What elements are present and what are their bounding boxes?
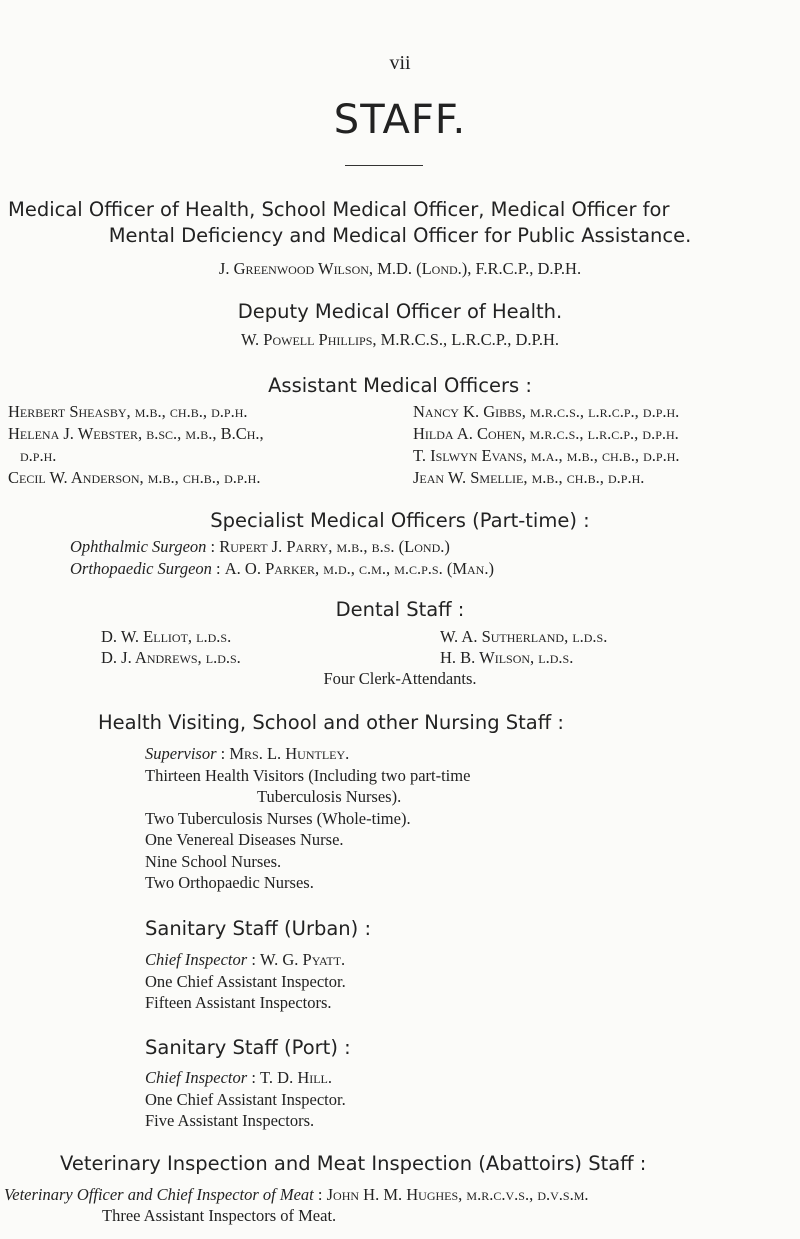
nursing-line-2: Tuberculosis Nurses). — [257, 787, 402, 806]
nursing-line-1: Thirteen Health Visitors (Including two part-time — [145, 766, 471, 785]
sanitary-urban-chief: Chief Inspector : W. G. Pyatt. — [145, 950, 346, 969]
nursing-line-6: Two Orthopaedic Nurses. — [145, 873, 314, 892]
deputy-name: W. Powell Phillips, M.R.C.S., L.R.C.P., D.P.H. — [240, 330, 560, 349]
dental-footer: Four Clerk-Attendants. — [323, 669, 477, 688]
assistant-right-1: Nancy K. Gibbs, m.r.c.s., l.r.c.p., d.p.h. — [413, 402, 680, 421]
veterinary-heading: Veterinary Inspection and Meat Inspection (Abattoirs) Staff : — [60, 1152, 647, 1175]
nursing-line-4: One Venereal Diseases Nurse. — [145, 830, 344, 849]
specialist-role: Orthopaedic Surgeon — [70, 559, 212, 578]
page-number: vii — [389, 52, 411, 74]
dental-left-2: D. J. Andrews, l.d.s. — [101, 648, 241, 667]
sanitary-port-line-2: Five Assistant Inspectors. — [145, 1111, 315, 1130]
assistant-left-4: Cecil W. Anderson, m.b., ch.b., d.p.h. — [8, 468, 261, 487]
page-title: STAFF. — [333, 97, 467, 143]
assistant-heading: Assistant Medical Officers : — [268, 374, 532, 397]
nursing-line-3: Two Tuberculosis Nurses (Whole-time). — [145, 809, 411, 828]
veterinary-name: John H. M. Hughes, m.r.c.v.s., d.v.s.m. — [326, 1185, 589, 1204]
nursing-supervisor: Supervisor : Mrs. L. Huntley. — [145, 744, 350, 763]
assistant-right-4: Jean W. Smellie, m.b., ch.b., d.p.h. — [413, 468, 645, 487]
assistant-left-2: Helena J. Webster, b.sc., m.b., B.Ch., — [8, 424, 264, 443]
chief-role: Chief Inspector — [145, 950, 248, 969]
assistant-right-2: Hilda A. Cohen, m.r.c.s., l.r.c.p., d.p.h. — [413, 424, 679, 443]
moh-heading-line2: Mental Deficiency and Medical Officer for Public Assistance. — [108, 224, 692, 247]
assistant-left-1: Herbert Sheasby, m.b., ch.b., d.p.h. — [8, 402, 248, 421]
supervisor-role: Supervisor — [145, 744, 217, 763]
moh-name: J. Greenwood Wilson, M.D. (Lond.), F.R.C.P., D.P.H. — [218, 259, 582, 278]
divider-rule — [345, 165, 423, 166]
specialist-name: Rupert J. Parry, m.b., b.s. (Lond.) — [219, 537, 450, 556]
moh-heading-line1: Medical Officer of Health, School Medical Officer, Medical Officer for — [8, 198, 670, 221]
dental-right-2: H. B. Wilson, l.d.s. — [440, 648, 574, 667]
sanitary-port-heading: Sanitary Staff (Port) : — [145, 1036, 351, 1059]
specialist-row-1: Ophthalmic Surgeon : Rupert J. Parry, m.b., b.s. (Lond.) — [70, 537, 450, 556]
dental-left-1: D. W. Elliot, l.d.s. — [101, 627, 232, 646]
nursing-heading: Health Visiting, School and other Nursing Staff : — [98, 711, 564, 734]
supervisor-name: Mrs. L. Huntley. — [229, 744, 350, 763]
specialist-heading: Specialist Medical Officers (Part-time) : — [210, 509, 590, 532]
assistant-left-3: d.p.h. — [20, 446, 57, 465]
sanitary-urban-heading: Sanitary Staff (Urban) : — [145, 917, 372, 940]
veterinary-role: Veterinary Officer and Chief Inspector of Meat — [4, 1185, 314, 1204]
sanitary-port-chief: Chief Inspector : T. D. Hill. — [145, 1068, 333, 1087]
nursing-line-5: Nine School Nurses. — [145, 852, 282, 871]
veterinary-officer: Veterinary Officer and Chief Inspector of Meat : John H. M. Hughes, m.r.c.v.s., d.v.s.m. — [4, 1185, 589, 1204]
veterinary-line: Three Assistant Inspectors of Meat. — [102, 1206, 337, 1225]
deputy-heading: Deputy Medical Officer of Health. — [237, 300, 563, 323]
chief-name: T. D. Hill. — [260, 1068, 333, 1087]
sanitary-port-line-1: One Chief Assistant Inspector. — [145, 1090, 346, 1109]
dental-heading: Dental Staff : — [335, 598, 465, 621]
sanitary-urban-line-2: Fifteen Assistant Inspectors. — [145, 993, 332, 1012]
dental-right-1: W. A. Sutherland, l.d.s. — [440, 627, 608, 646]
sanitary-urban-line-1: One Chief Assistant Inspector. — [145, 972, 346, 991]
specialist-name: A. O. Parker, m.d., c.m., m.c.p.s. (Man.) — [224, 559, 494, 578]
specialist-row-2: Orthopaedic Surgeon : A. O. Parker, m.d., c.m., m.c.p.s. (Man.) — [70, 559, 494, 578]
specialist-role: Ophthalmic Surgeon — [70, 537, 207, 556]
assistant-right-3: T. Islwyn Evans, m.a., m.b., ch.b., d.p.h. — [413, 446, 680, 465]
chief-role: Chief Inspector — [145, 1068, 248, 1087]
chief-name: W. G. Pyatt. — [260, 950, 346, 969]
